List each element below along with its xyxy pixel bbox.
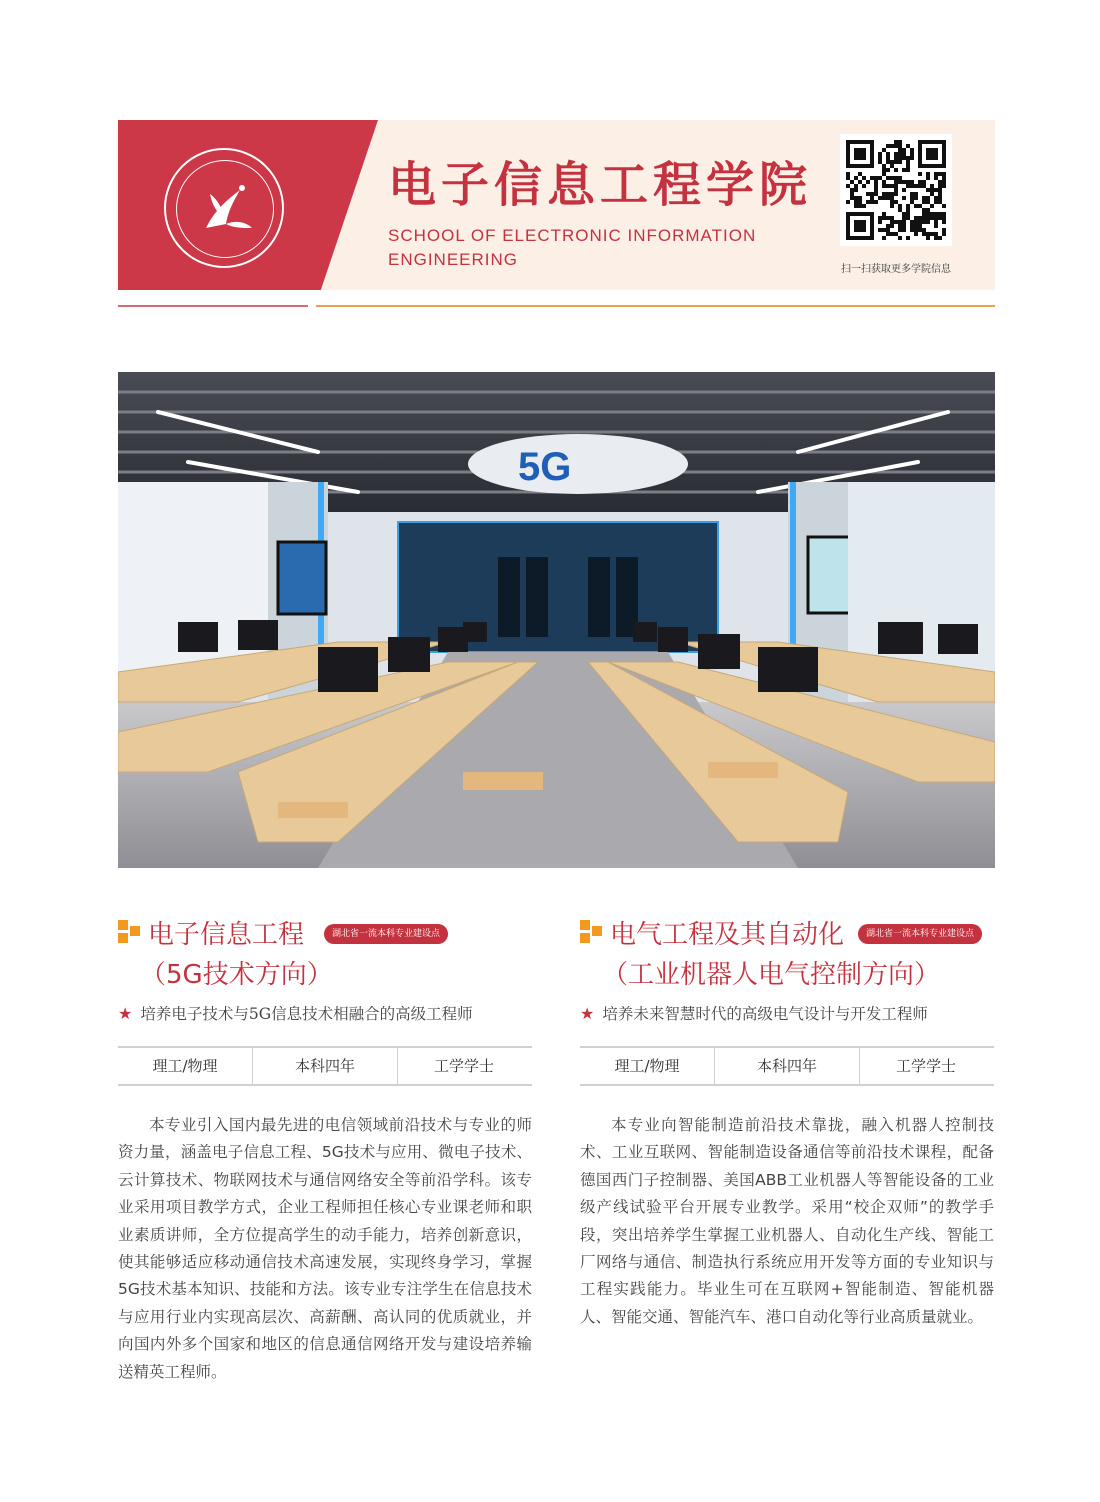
fact-subject: 理工/物理 bbox=[152, 1057, 218, 1075]
crane-emblem-icon bbox=[166, 150, 282, 266]
program-tagline: ★ 培养未来智慧时代的高级电气设计与开发工程师 bbox=[580, 1004, 928, 1023]
program-electrical-automation bbox=[580, 912, 994, 1331]
program-description: 本专业向智能制造前沿技术靠拢，融入机器人控制技术、工业互联网、智能制造设备通信等前沿技术课程，配备德国西门子控制器、美国ABB工业机器人等智能设备的工业级产线试验平台开展专业教学。采用“校企双师”的教学手段，突出培养学生掌握工业机器人、自动化生产线、智能工厂网络与通信、制造执行系统应用开发等方面的专业知识与工程实践能力。毕业生可在互联网+智能制造、智能机器人、智能交通、智能汽车、港口自动化等行业高质量就业。 bbox=[580, 1116, 994, 1326]
university-logo bbox=[164, 148, 284, 268]
qr-caption: 扫一扫获取更多学院信息 bbox=[841, 264, 951, 275]
star-icon: ★ bbox=[118, 1004, 133, 1023]
badge-first-class-program: 湖北省一流本科专业建设点 bbox=[858, 924, 982, 944]
fact-degree: 工学学士 bbox=[895, 1057, 956, 1075]
bullet-squares-icon bbox=[580, 920, 604, 944]
program-subtitle: （5G技术方向） bbox=[140, 960, 333, 990]
fact-subject: 理工/物理 bbox=[614, 1057, 680, 1075]
program-electronic-info bbox=[118, 912, 532, 1386]
bullet-squares-icon bbox=[118, 920, 142, 944]
program-subtitle: （工业机器人电气控制方向） bbox=[602, 960, 941, 990]
divider-gold bbox=[316, 305, 995, 307]
divider-red bbox=[118, 305, 308, 307]
header-banner bbox=[118, 120, 995, 290]
5g-computer-lab-photo bbox=[118, 372, 995, 868]
program-facts bbox=[580, 1046, 994, 1086]
badge-first-class-program: 湖北省一流本科专业建设点 bbox=[324, 924, 448, 944]
program-description: 本专业引入国内最先进的电信领域前沿技术与专业的师资力量，涵盖电子信息工程、5G技术与应用、微电子技术、云计算技术、物联网技术与通信网络安全等前沿学科。该专业采用项目教学方式，企业工程师担任核心专业课老师和职业素质讲师，全方位提高学生的动手能力，培养创新意识，使其能够适应移动通信技术高速发展，实现终身学习，掌握5G技术基本知识、技能和方法。该专业专注学生在信息技术与应用行业内实现高层次、高薪酬、高认同的优质就业，并向国内外多个国家和地区的信息通信网络开发与建设培养输送精英工程师。 bbox=[118, 1116, 532, 1381]
fact-degree: 工学学士 bbox=[433, 1057, 494, 1075]
program-title: 电气工程及其自动化 bbox=[610, 920, 845, 950]
svg-text:5G: 5G bbox=[518, 445, 572, 489]
star-icon: ★ bbox=[580, 1004, 595, 1023]
college-title-cn: 电子信息工程学院 bbox=[388, 157, 813, 213]
program-title: 电子信息工程 bbox=[148, 920, 305, 950]
program-tagline: ★ 培养电子技术与5G信息技术相融合的高级工程师 bbox=[118, 1004, 473, 1023]
fact-duration: 本科四年 bbox=[252, 1048, 398, 1084]
header-red-panel bbox=[118, 120, 378, 290]
qr-code-icon bbox=[840, 134, 952, 246]
program-facts bbox=[118, 1046, 532, 1086]
college-title-en: SCHOOL OF ELECTRONIC INFORMATION ENGINEERING bbox=[388, 226, 757, 269]
fact-duration: 本科四年 bbox=[714, 1048, 860, 1084]
